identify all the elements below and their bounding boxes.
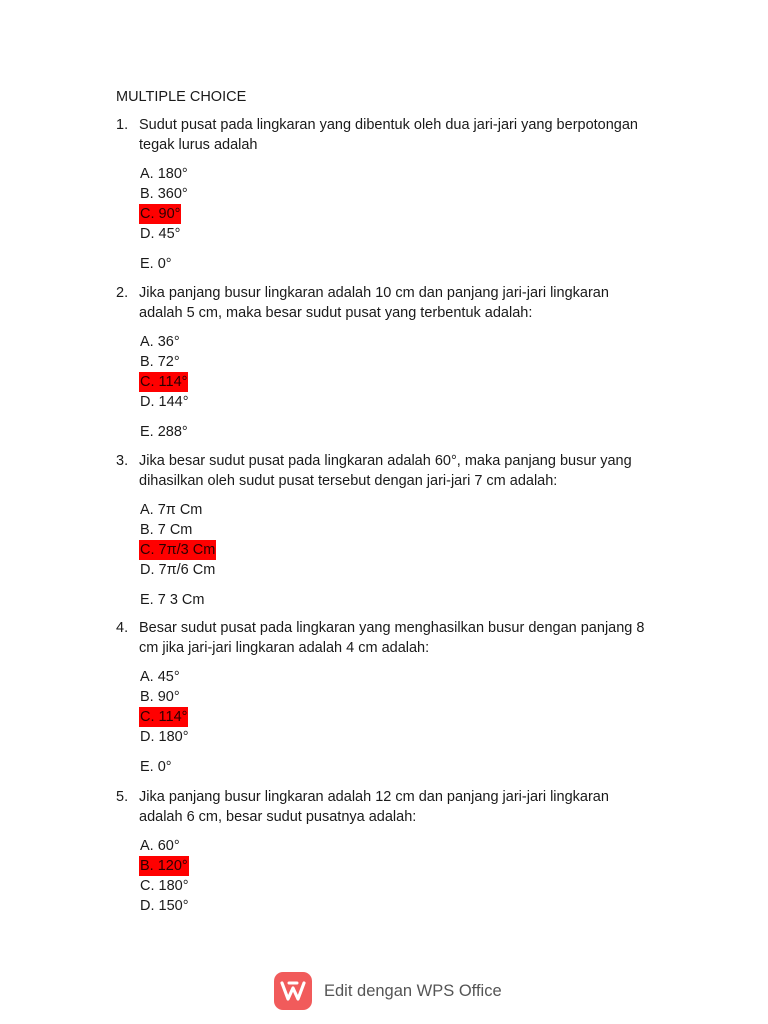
option-c-highlighted: C. 7π/3 Cm [140,542,216,558]
question-line: Sudut pusat pada lingkaran yang dibentuk oleh dua jari-jari yang berpotongan [139,117,638,133]
footer-label[interactable]: Edit dengan WPS Office [324,981,502,1000]
options-list [139,500,696,610]
question-number: 3. [116,453,129,469]
wps-office-logo-icon [274,972,312,1010]
option-d: D. 144° [140,394,189,410]
question-line: Jika besar sudut pusat pada lingkaran adalah 60°, maka panjang busur yang [139,453,632,469]
question-line: tegak lurus adalah [139,136,258,153]
question-line: adalah 6 cm, besar sudut pusatnya adalah: [139,808,417,825]
question-stem [116,788,696,827]
option-a: A. 7π Cm [140,502,203,518]
question-line: dihasilkan oleh sudut pusat tersebut dengan jari-jari 7 cm adalah: [139,472,558,489]
option-a: A. 60° [140,838,180,854]
option-d: D. 45° [140,226,181,242]
option-b: B. 7 Cm [140,522,193,538]
option-b: B. 90° [140,689,180,705]
options-list [139,164,696,274]
option-b: B. 360° [140,186,188,202]
option-e: E. 288° [140,424,188,440]
option-b-highlighted: B. 120° [140,858,188,874]
wps-edit-banner[interactable] [274,972,502,1010]
question-5 [116,788,696,916]
option-d: D. 7π/6 Cm [140,562,216,578]
question-4 [116,619,696,777]
option-e: E. 7 3 Cm [140,592,205,608]
options-list [139,836,696,916]
question-stem [116,619,696,658]
option-a: A. 36° [140,334,180,350]
options-list [139,667,696,777]
question-2 [116,284,696,442]
question-line: cm jika jari-jari lingkaran adalah 4 cm adalah: [139,639,430,656]
option-c-highlighted: C. 90° [140,206,181,222]
option-c: C. 180° [140,878,189,894]
option-d: D. 180° [140,729,189,745]
question-number: 1. [116,117,129,133]
option-b: B. 72° [140,354,180,370]
options-list [139,332,696,442]
question-line: Jika panjang busur lingkaran adalah 12 cm dan panjang jari-jari lingkaran [139,789,609,805]
option-c-highlighted: C. 114° [140,374,188,390]
question-1 [116,116,696,274]
question-number: 4. [116,620,129,636]
question-stem [116,452,696,491]
option-e: E. 0° [140,256,172,272]
option-e: E. 0° [140,759,172,775]
question-line: Besar sudut pusat pada lingkaran yang menghasilkan busur dengan panjang 8 [139,620,645,636]
option-c-highlighted: C. 114° [140,709,188,725]
question-line: adalah 5 cm, maka besar sudut pusat yang terbentuk adalah: [139,304,533,321]
option-a: A. 45° [140,669,180,685]
question-stem [116,116,696,155]
option-d: D. 150° [140,898,189,914]
question-3 [116,452,696,610]
question-stem [116,284,696,323]
option-a: A. 180° [140,166,188,182]
question-number: 5. [116,789,129,805]
question-number: 2. [116,285,129,301]
section-heading: MULTIPLE CHOICE [116,89,247,105]
question-line: Jika panjang busur lingkaran adalah 10 cm dan panjang jari-jari lingkaran [139,285,609,301]
